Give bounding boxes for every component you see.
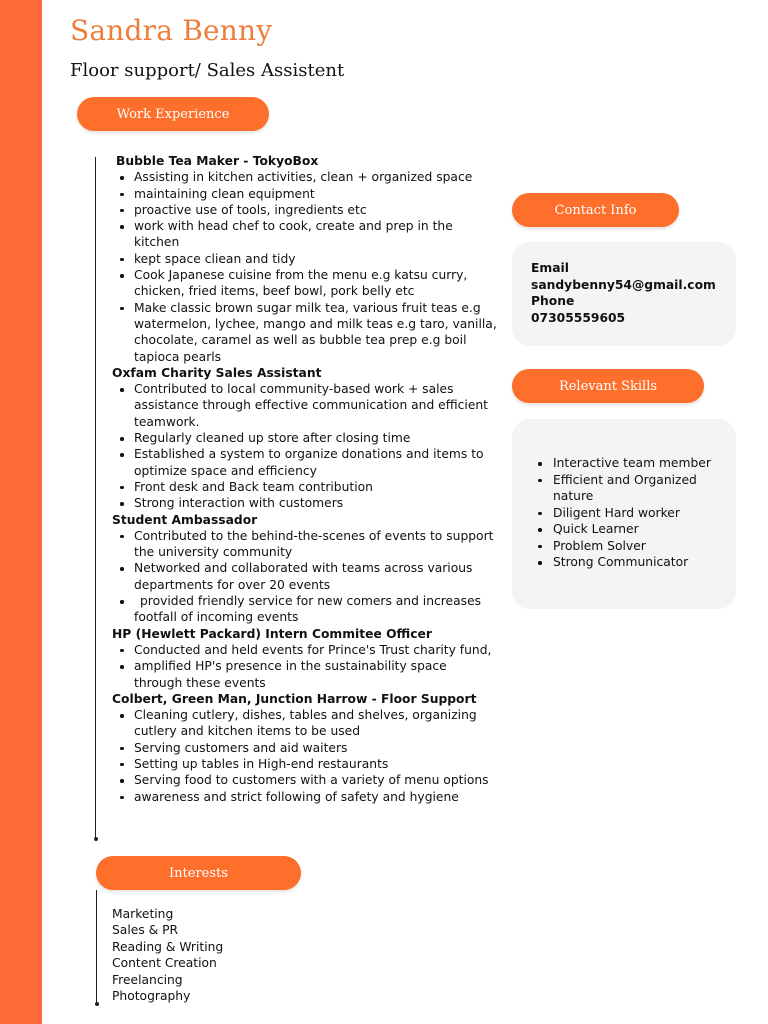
job-title: Student Ambassador — [112, 512, 258, 527]
contact-info-card — [512, 242, 736, 346]
job-bullet: Cook Japanese cuisine from the menu e.g katsu curry, chicken, fried items, beef bowl, pork belly etc — [112, 267, 497, 300]
job-bullet: provided friendly service for new comers and increases footfall of incoming events — [112, 593, 497, 626]
work-timeline-line — [95, 157, 96, 840]
job-bullet: amplified HP's presence in the sustainability space through these events — [112, 658, 497, 691]
interest-item: Photography — [112, 989, 191, 1004]
job-bullet: Regularly cleaned up store after closing time — [112, 430, 497, 446]
skill-item: Quick Learner — [526, 521, 731, 538]
interest-item: Freelancing — [112, 972, 183, 987]
interest-item: Marketing — [112, 907, 174, 921]
relevant-skills-card — [512, 419, 736, 609]
job-bullets — [112, 642, 497, 691]
job-bullet: Assisting in kitchen activities, clean + organized space — [112, 169, 497, 185]
job-bullet: Conducted and held events for Prince's Trust charity fund, — [112, 642, 497, 658]
work-experience-heading: Work Experience — [77, 97, 269, 131]
job-bullet: maintaining clean equipment — [112, 186, 497, 202]
skill-item: Strong Communicator — [526, 554, 731, 571]
job-bullet: Front desk and Back team contribution — [112, 479, 497, 495]
job-bullet: Contributed to local community-based work + sales assistance through effective communication and efficient teamwork. — [112, 381, 497, 430]
job-bullet: kept space cliean and tidy — [112, 251, 497, 267]
job-bullet: work with head chef to cook, create and prep in the kitchen — [112, 218, 497, 251]
job-bullet: Serving food to customers with a variety of menu options — [112, 772, 497, 788]
skill-item: Interactive team member — [526, 455, 731, 472]
job-bullet: Setting up tables in High-end restaurants — [112, 756, 497, 772]
interests-heading: Interests — [96, 856, 301, 890]
job-title: HP (Hewlett Packard) Intern Commitee Officer — [112, 626, 432, 641]
skill-item: Efficient and Organized nature — [526, 472, 731, 505]
job-title: Oxfam Charity Sales Assistant — [112, 365, 322, 380]
job-bullet: Networked and collaborated with teams across various departments for over 20 events — [112, 560, 497, 593]
interests-timeline-end-dot — [95, 1002, 99, 1006]
work-timeline-end-dot — [94, 837, 98, 841]
contact-info-heading: Contact Info — [512, 193, 679, 227]
job-title: Colbert, Green Man, Junction Harrow - Floor Support — [112, 691, 477, 706]
skills-list — [526, 455, 731, 571]
job-bullet: awareness and strict following of safety and hygiene — [112, 789, 497, 805]
phone-label: Phone — [531, 294, 575, 308]
skill-item: Diligent Hard worker — [526, 505, 731, 522]
job-title-heading: Floor support/ Sales Assistent — [70, 60, 345, 81]
skill-item: Problem Solver — [526, 538, 731, 555]
contact-details — [531, 260, 716, 326]
interest-item: Content Creation — [112, 956, 217, 971]
job-bullet: proactive use of tools, ingredients etc — [112, 202, 497, 218]
job-bullet: Serving customers and aid waiters — [112, 740, 497, 756]
job-bullets — [112, 381, 497, 511]
interests-list — [112, 906, 223, 1004]
interest-item: Sales & PR — [112, 923, 179, 938]
job-bullet: Cleaning cutlery, dishes, tables and shelves, organizing cutlery and kitchen items to be used — [112, 707, 497, 740]
skills-bullets — [526, 455, 731, 571]
job-bullet: Make classic brown sugar milk tea, various fruit teas e.g watermelon, lychee, mango and milk teas e.g taro, vanilla, chocolate, caramel as well as bubble tea prep e.g boil tapioca pearls — [112, 300, 497, 365]
phone-number: 07305559605 — [531, 310, 626, 325]
interests-timeline-line — [96, 890, 97, 1005]
work-experience-section — [112, 153, 497, 805]
email-label: Email — [531, 261, 569, 275]
relevant-skills-heading: Relevant Skills — [512, 369, 704, 403]
job-bullet: Established a system to organize donations and items to optimize space and efficiency — [112, 446, 497, 479]
job-bullets — [112, 169, 497, 365]
job-bullets — [112, 707, 497, 805]
job-bullet: Contributed to the behind-the-scenes of events to support the university community — [112, 528, 497, 561]
email-address: sandybenny54@gmail.com — [531, 277, 716, 292]
job-title: Bubble Tea Maker - TokyoBox — [116, 154, 319, 168]
job-bullets — [112, 528, 497, 626]
job-bullet: Strong interaction with customers — [112, 495, 497, 511]
left-accent-bar — [0, 0, 42, 1024]
interest-item: Reading & Writing — [112, 939, 224, 954]
candidate-name: Sandra Benny — [70, 14, 273, 47]
